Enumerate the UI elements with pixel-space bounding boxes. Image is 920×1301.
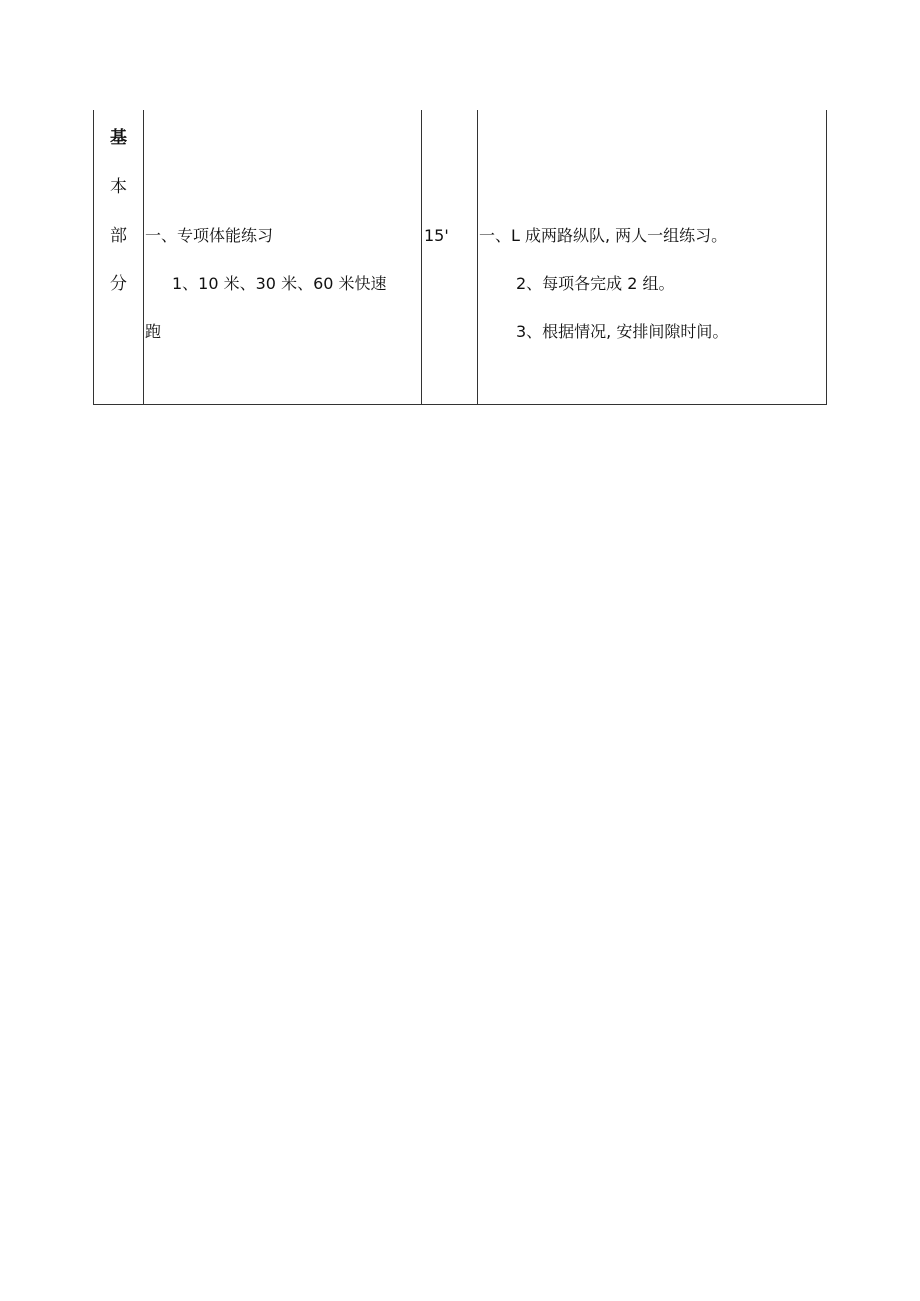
table-border-right bbox=[826, 110, 827, 405]
section-char-1: 基 bbox=[110, 128, 127, 148]
time-value: 15' bbox=[424, 226, 449, 245]
section-char-2: 本 bbox=[110, 177, 127, 197]
section-cell bbox=[94, 110, 143, 404]
section-char-4: 分 bbox=[110, 274, 127, 294]
content-cell bbox=[144, 110, 421, 404]
lesson-plan-table bbox=[93, 110, 827, 405]
section-char-3: 部 bbox=[110, 226, 127, 246]
method-line-3: 3、根据情况, 安排间隙时间。 bbox=[516, 322, 729, 341]
time-cell bbox=[422, 110, 477, 404]
method-cell bbox=[478, 110, 826, 404]
method-line-1: 一、L 成两路纵队, 两人一组练习。 bbox=[479, 226, 728, 245]
content-item-1: 1、10 米、30 米、60 米快速 bbox=[172, 274, 387, 293]
content-item-1-continued: 跑 bbox=[145, 322, 162, 341]
table-border-bottom bbox=[93, 404, 827, 405]
content-heading: 一、专项体能练习 bbox=[145, 226, 274, 245]
method-line-2: 2、每项各完成 2 组。 bbox=[516, 274, 675, 293]
